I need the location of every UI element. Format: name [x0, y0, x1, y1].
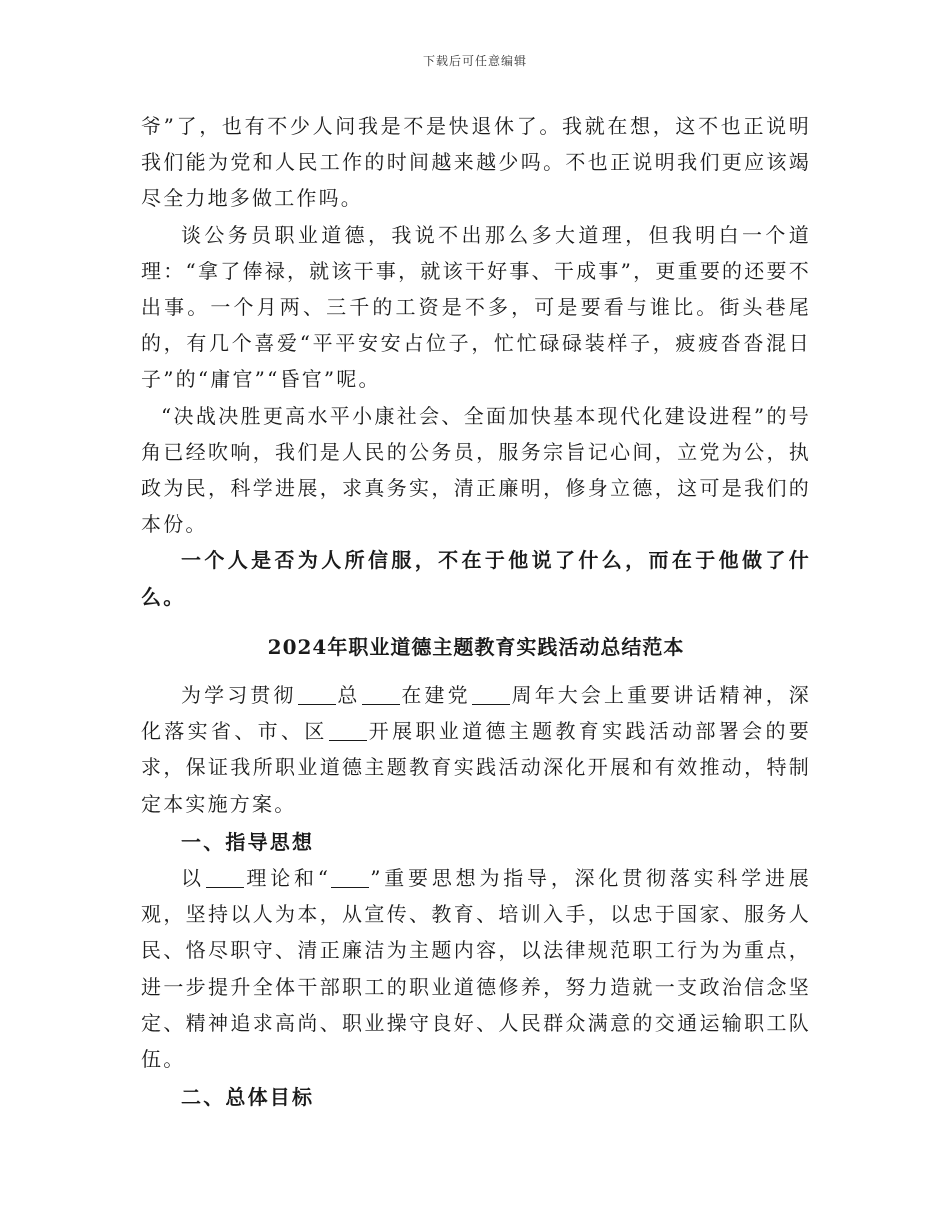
blank-line — [472, 684, 510, 705]
blank-line — [206, 867, 244, 888]
blank-line — [331, 867, 369, 888]
blank-line — [329, 720, 367, 741]
paragraph-continuation: 爷”了，也有不少人问我是不是快退休了。我就在想，这不也正说明我们能为党和人民工作的时间越来越少吗。不也正说明我们更应该竭尽全力地多做工作吗。 — [141, 114, 811, 211]
document-title: 2024年职业道德主题教育实践活动总结范本 — [267, 634, 685, 659]
header-note: 下载后可任意编辑 — [422, 54, 527, 68]
document-body — [141, 108, 811, 1115]
intro-text-2: 总 — [336, 683, 361, 708]
paragraph-guiding-ideology — [141, 860, 811, 1077]
section-heading-guiding-ideology: 一、指导思想 — [181, 829, 315, 854]
intro-text-1: 为学习贯彻 — [181, 683, 297, 708]
guiding-text-3: ”重要思想为指导，深化贯彻落实科学进展观，坚持以人为本，从宣传、教育、培训入手，以忠于国家、服务人民、恪尽职守、清正廉洁为主题内容，以法律规范职工行为为重点，进一步提升全体干部职工的职业道德修养，努力造就一支政治信念坚定、精神追求高尚、职业操守良好、人民群众满意的交通运输职工队伍。 — [141, 866, 812, 1072]
intro-text-5: 开展职业道德主题教育实践活动部署会的要求，保证我所职业道德主题教育实践活动深化开展和有效推动，特制定本实施方案。 — [141, 719, 811, 816]
guiding-text-2: 理论和“ — [244, 866, 331, 891]
intro-text-3: 在建党 — [400, 683, 471, 708]
paragraph-mission: “决战决胜更高水平小康社会、全面加快基本现代化建设进程”的号角已经吹响，我们是人民的公务员，服务宗旨记心间，立党为公，执政为民，科学进展，求真务实，清正廉明，修身立德，这可是我们的本份。 — [141, 403, 811, 537]
intro-text-4: 周年大会上重要讲话精神，深化落实省、市、区 — [141, 683, 811, 744]
paragraph-ethics: 谈公务员职业道德，我说不出那么多大道理，但我明白一个道理：“拿了俸禄，就该干事，就该干好事、干成事”，更重要的还要不出事。一个月两、三千的工资是不多，可是要看与谁比。街头巷尾的，有几个喜爱“平平安安占位子，忙忙碌碌装样子，疲疲沓沓混日子”的“庸官”“昏官”呢。 — [141, 222, 811, 392]
blank-line — [362, 684, 400, 705]
paragraph-conclusion: 一个人是否为人所信服，不在于他说了什么，而在于他做了什么。 — [141, 548, 811, 609]
paragraph-intro — [141, 677, 811, 822]
section-heading-overall-goal: 二、总体目标 — [181, 1085, 315, 1110]
guiding-text-1: 以 — [181, 866, 205, 891]
blank-line — [298, 684, 336, 705]
